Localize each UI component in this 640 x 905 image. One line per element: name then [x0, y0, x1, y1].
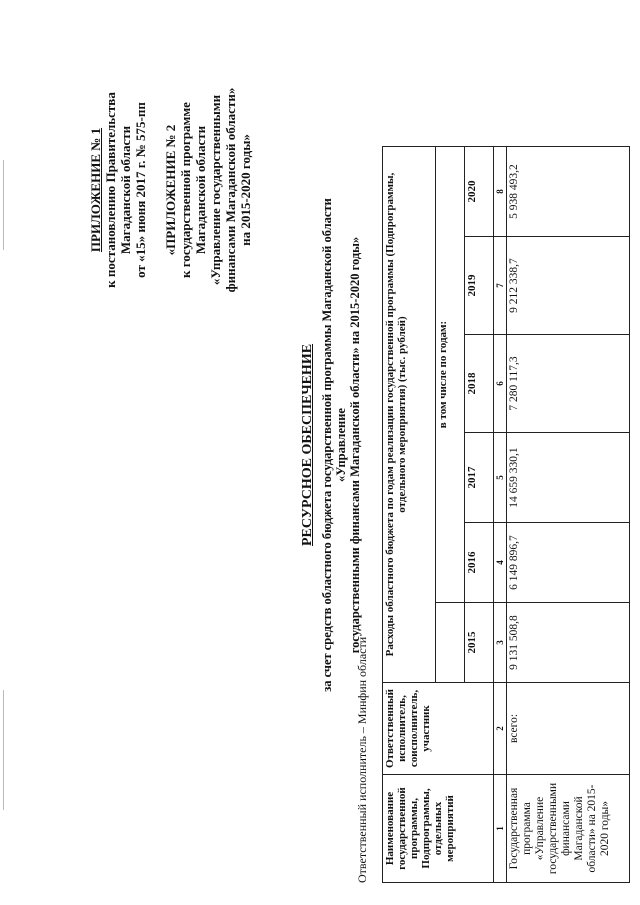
appendix-line: Магаданской области [193, 125, 208, 255]
col-number: 5 [494, 433, 507, 523]
col-number: 1 [494, 775, 507, 883]
appendix-line: от «15» июня 2017 г. № 575-пп [133, 102, 148, 278]
year-header: 2016 [464, 523, 493, 603]
title-line: за счет средств областного бюджета государственной программы Магаданской области «Управление [320, 198, 348, 692]
year-header: 2018 [464, 335, 493, 433]
col-number: 2 [494, 683, 507, 775]
appendix-line: к государственной программе [178, 102, 193, 278]
col-number: 6 [494, 335, 507, 433]
appendix-line: «ПРИЛОЖЕНИЕ № 2 [163, 124, 178, 256]
col-number: 3 [494, 603, 507, 683]
responsible-executor: Ответственный исполнитель – Минфин области [355, 636, 369, 883]
value-cell: 9 131 508,8 [507, 603, 630, 683]
year-header: 2020 [464, 147, 493, 237]
year-header: 2019 [464, 237, 493, 335]
col-number: 8 [494, 147, 507, 237]
col-number: 4 [494, 523, 507, 603]
appendix-line: финансами Магаданской области» [223, 87, 238, 293]
table-row [507, 147, 630, 883]
year-col-spacer [435, 603, 464, 683]
header-executor: Ответственный исполнитель, соисполнитель, участник [383, 683, 494, 775]
executor-cell: всего: [507, 683, 630, 775]
document-title [300, 165, 362, 725]
header-expenses: Расходы областного бюджета по годам реализации государственной программы (Подпрограммы, отдельного мероприятия) (тыс. рублей) [383, 147, 436, 683]
resource-table [382, 146, 630, 883]
appendix-line: на 2015-2020 годы» [238, 134, 253, 246]
appendix-line: «Управление государственными [208, 94, 223, 286]
appendix-header [88, 40, 253, 340]
value-cell: 14 659 330,1 [507, 433, 630, 523]
year-header: 2015 [464, 603, 493, 683]
year-header: 2017 [464, 433, 493, 523]
header-name: Наименование государственной программы, Подпрограммы, отдельных мероприятий [383, 775, 494, 883]
appendix-line: к постановлению Правительства [103, 92, 118, 288]
value-cell: 7 280 117,3 [507, 335, 630, 433]
value-cell: 9 212 338,7 [507, 237, 630, 335]
program-name: Государственная программа «Управление государственными финансами Магаданской области» на 2015-2020 годы» [507, 775, 630, 883]
title-main: РЕСУРСНОЕ ОБЕСПЕЧЕНИЕ [300, 343, 315, 547]
appendix-line: Магаданской области [118, 125, 133, 255]
title-line: государственными финансами Магаданской области» на 2015-2020 годы» [348, 236, 362, 654]
appendix-number: ПРИЛОЖЕНИЕ № 1 [88, 127, 103, 253]
col-number: 7 [494, 237, 507, 335]
header-incl: в том числе по годам: [435, 147, 464, 603]
value-cell: 6 149 896,7 [507, 523, 630, 603]
value-cell: 5 938 493,2 [507, 147, 630, 237]
